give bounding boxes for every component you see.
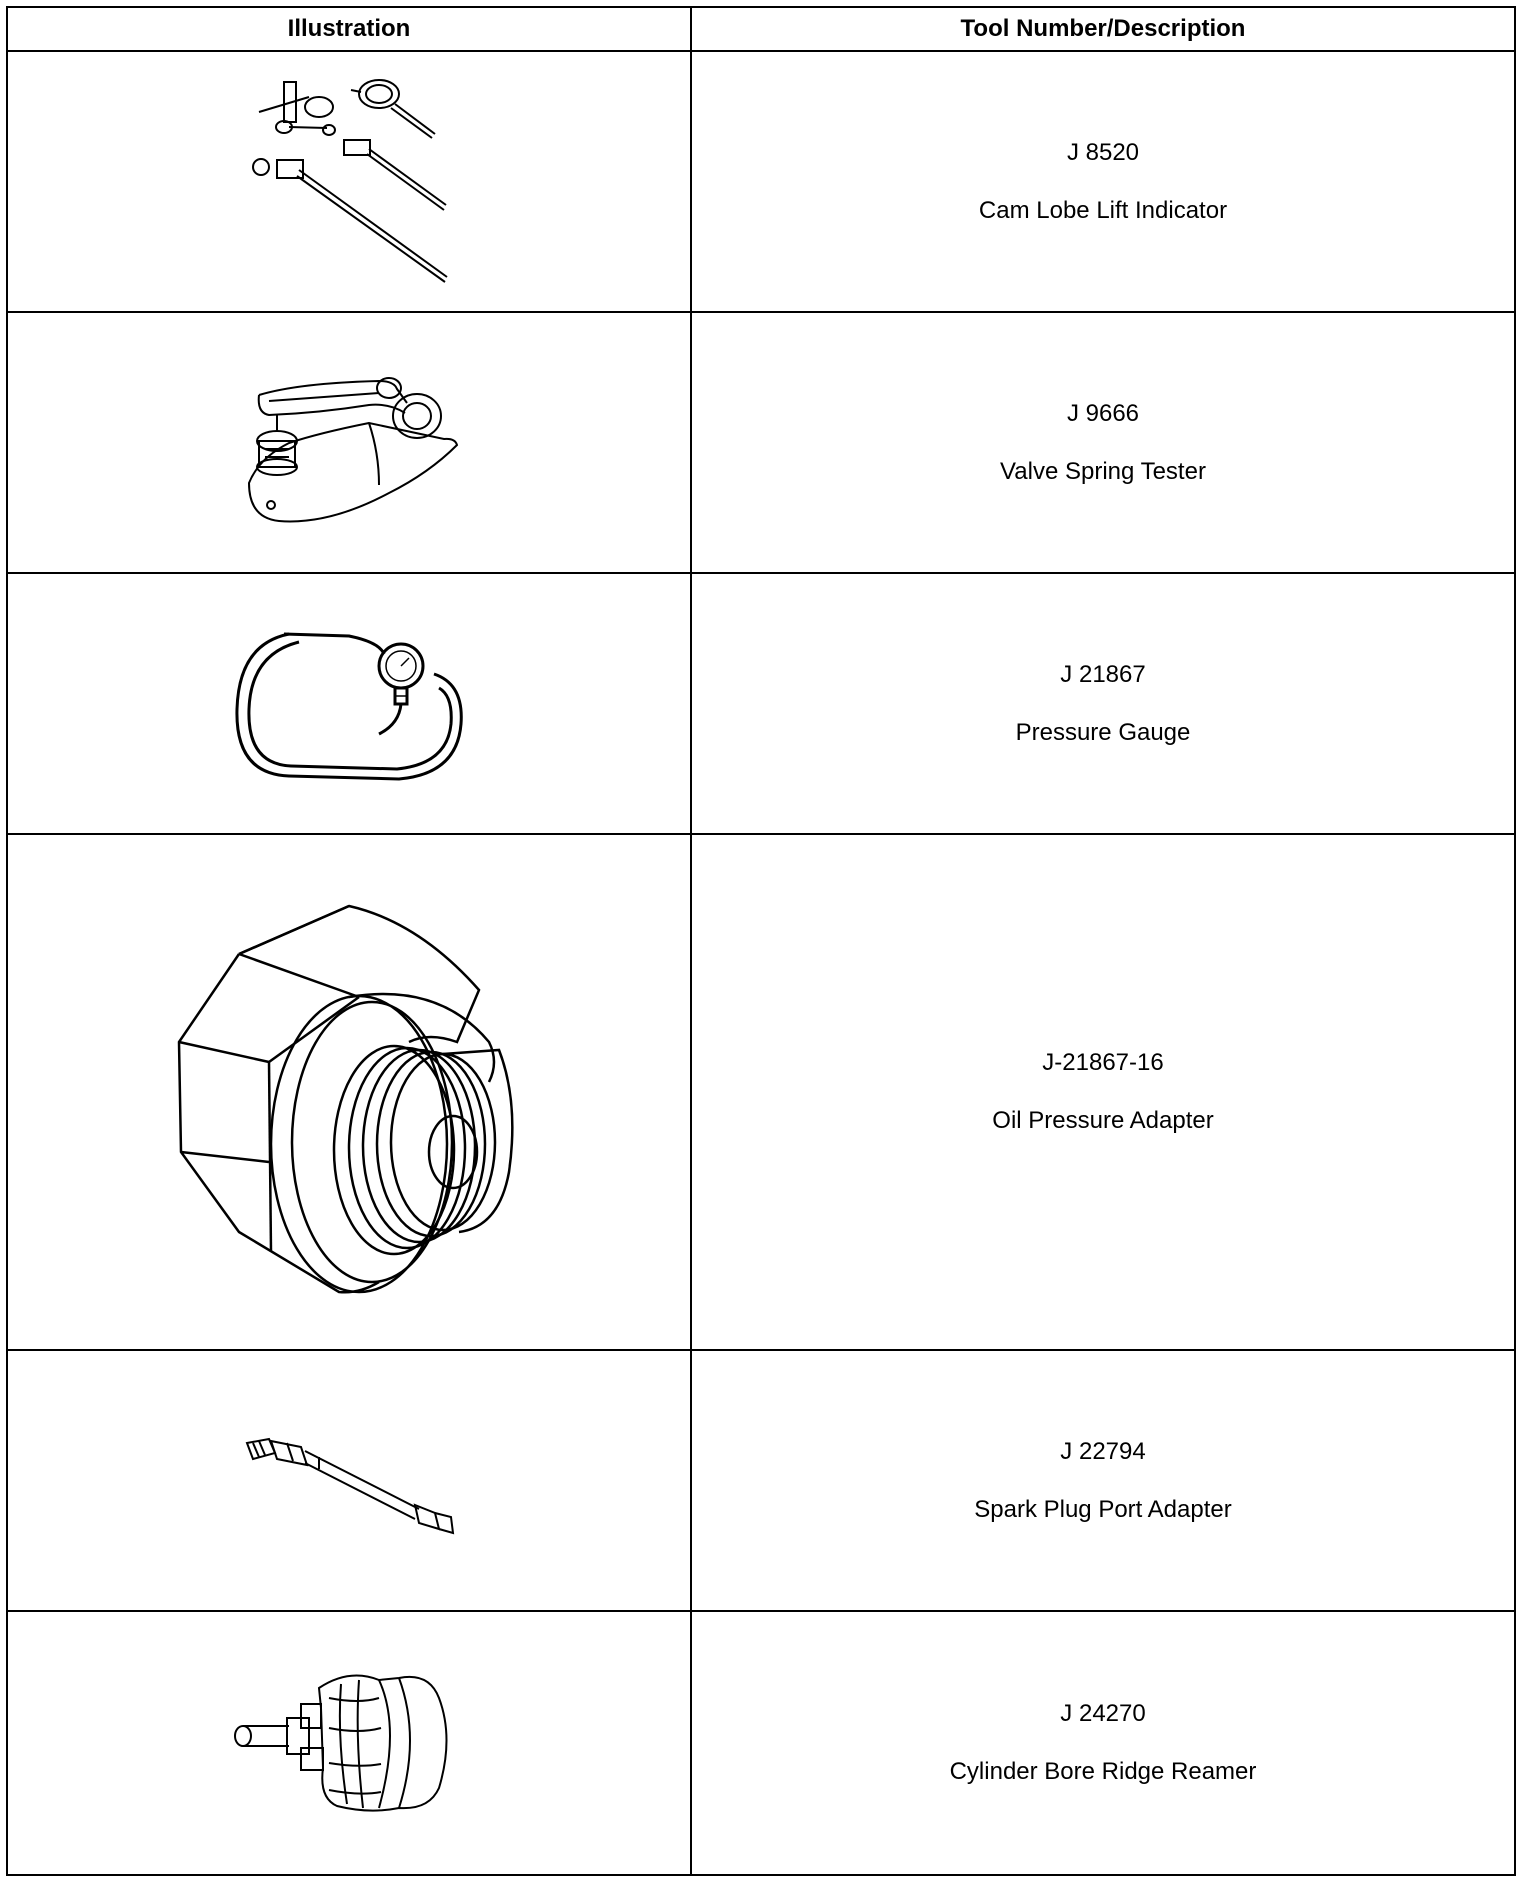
illustration-cell	[7, 312, 691, 573]
tool-number: J 24270	[1060, 1700, 1146, 1727]
description-cell	[691, 51, 1515, 312]
illustration-header: Illustration	[7, 7, 691, 51]
tool-number: J 9666	[1066, 399, 1140, 427]
tool-number: J 21867	[1060, 660, 1146, 688]
table-row	[7, 1350, 1515, 1611]
illustration-cell	[7, 1611, 691, 1875]
tool-number: J 22794	[1060, 1437, 1146, 1465]
spark-plug-port-adapter-icon	[239, 1421, 459, 1541]
special-tools-table	[6, 6, 1516, 1876]
tool-number: J-21867-16	[1042, 1049, 1164, 1076]
tool-description: Pressure Gauge	[1015, 718, 1191, 746]
table-row	[7, 573, 1515, 834]
table-row	[7, 51, 1515, 312]
tool-description: Cam Lobe Lift Indicator	[978, 196, 1228, 224]
header-row	[7, 7, 1515, 51]
tool-number: J 8520	[1066, 138, 1140, 166]
description-cell	[691, 573, 1515, 834]
description-cell	[691, 834, 1515, 1350]
illustration-cell	[7, 1350, 691, 1611]
description-cell	[691, 312, 1515, 573]
table-row	[7, 1611, 1515, 1875]
table-row	[7, 834, 1515, 1350]
valve-spring-tester-icon	[229, 343, 469, 543]
pressure-gauge-icon	[229, 614, 469, 794]
tool-description: Oil Pressure Adapter	[992, 1107, 1214, 1134]
illustration-cell	[7, 51, 691, 312]
tool-header: Tool Number/Description	[691, 7, 1515, 51]
illustration-cell	[7, 834, 691, 1350]
description-cell	[691, 1350, 1515, 1611]
table-row	[7, 312, 1515, 573]
tool-description: Valve Spring Tester	[1000, 457, 1206, 485]
oil-pressure-adapter-icon	[159, 882, 539, 1302]
tool-description: Cylinder Bore Ridge Reamer	[949, 1758, 1257, 1785]
illustration-cell	[7, 573, 691, 834]
cam-lobe-lift-indicator-icon	[239, 72, 459, 292]
description-cell	[691, 1611, 1515, 1875]
tool-description: Spark Plug Port Adapter	[974, 1495, 1232, 1523]
cylinder-bore-ridge-reamer-icon	[229, 1668, 469, 1818]
